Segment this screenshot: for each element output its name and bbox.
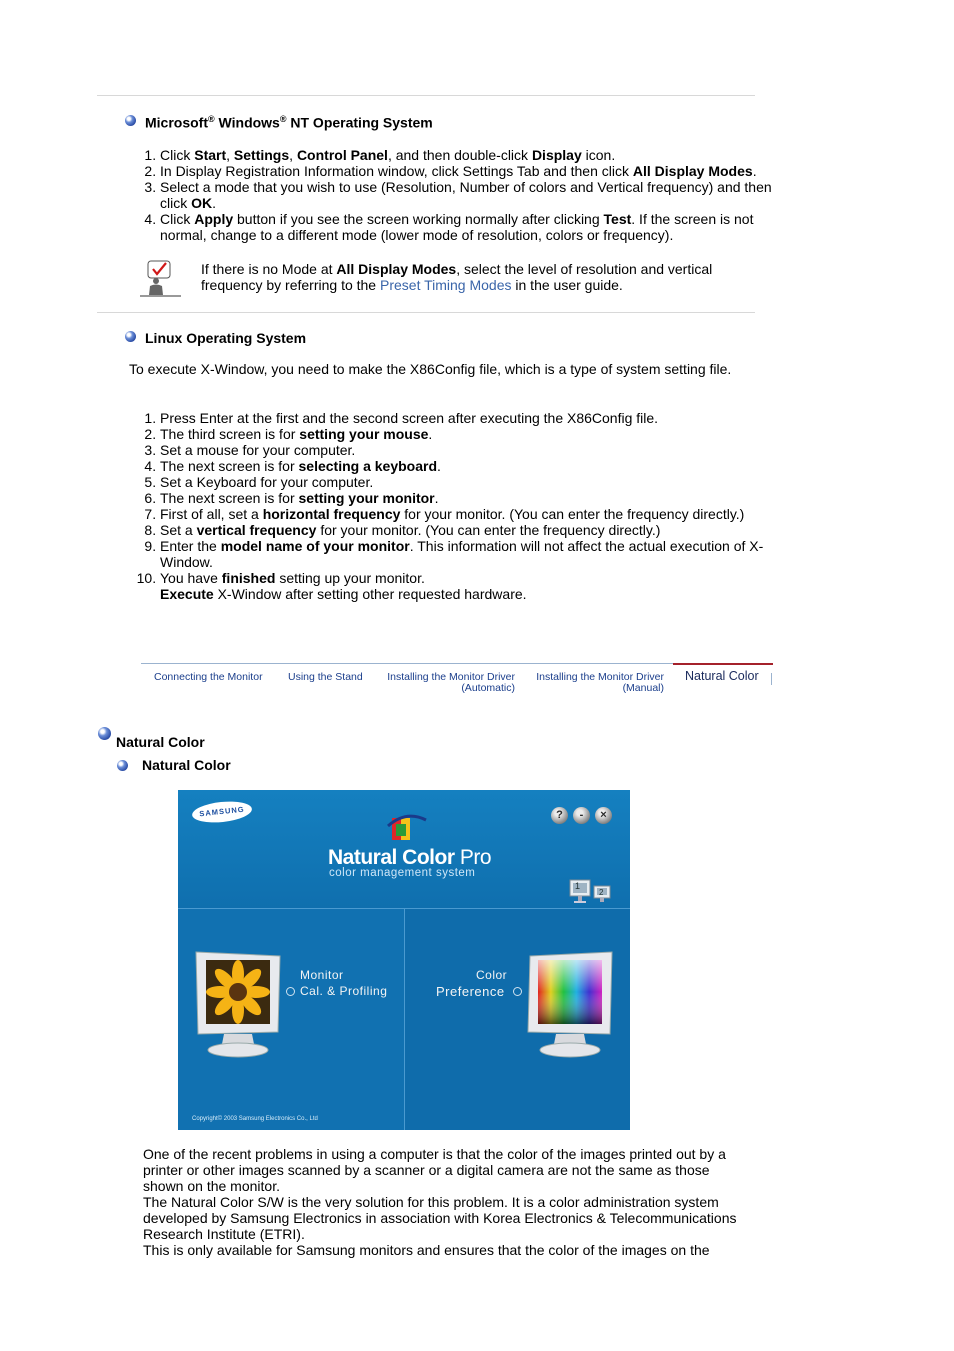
bullet-icon <box>125 331 136 342</box>
natural-color-pro-screenshot <box>178 790 630 1130</box>
list-item: 4. Click Apply button if you see the screen working normally after clicking Test. If the screen is not normal, change to a different mode (lower mode of resolution, colors or frequency). <box>160 211 780 243</box>
section-nav <box>141 663 773 695</box>
list-item: 2. The third screen is for setting your mouse. <box>160 426 780 442</box>
option-radio-icon[interactable] <box>286 987 295 996</box>
divider-top <box>97 95 755 96</box>
paragraph: The Natural Color S/W is the very solution for this problem. It is a color administration system developed by Samsung Electronics in association with Korea Electronics & Telecommunications Research Institute (ETRI). <box>143 1194 737 1242</box>
screenshot-divider-v <box>404 909 405 1130</box>
paragraph: This is only available for Samsung monitors and ensures that the color of the images on the <box>143 1242 710 1258</box>
monitor-sunflower-icon <box>190 948 286 1060</box>
monitor-cal-label-1: Monitor <box>300 968 344 982</box>
tab-natural-color[interactable]: Natural Color <box>685 669 759 683</box>
list-item: 6. The next screen is for setting your monitor. <box>160 490 780 506</box>
app-subtitle: color management system <box>329 867 476 879</box>
close-icon[interactable]: × <box>595 807 612 824</box>
linux-intro: To execute X-Window, you need to make the X86Config file, which is a type of system setting file. <box>129 361 732 377</box>
list-item: 3. Select a mode that you wish to use (Resolution, Number of colors and Vertical frequency) and then click OK. <box>160 179 780 211</box>
app-title: Natural Color Pro <box>328 846 492 869</box>
list-item: 1. Click Start, Settings, Control Panel, and then double-click Display icon. <box>160 147 780 163</box>
monitor-color-chart-icon <box>522 948 618 1060</box>
divider-middle <box>97 312 755 313</box>
color-pref-label-2: Preference <box>436 984 505 999</box>
bullet-icon <box>125 115 136 126</box>
list-item: 7. First of all, set a horizontal frequency for your monitor. (You can enter the frequency directly.) <box>160 506 780 522</box>
list-item: 1. Press Enter at the first and the second screen after executing the X86Config file. <box>160 410 780 426</box>
list-item: 3. Set a mouse for your computer. <box>160 442 780 458</box>
tab-connecting-the-monitor[interactable]: Connecting the Monitor <box>154 671 263 683</box>
list-item: 4. The next screen is for selecting a keyboard. <box>160 458 780 474</box>
list-item: 8. Set a vertical frequency for your monitor. (You can enter the frequency directly.) <box>160 522 780 538</box>
natural-color-subheading: Natural Color <box>142 757 231 773</box>
monitor-cal-label-2: Cal. & Profiling <box>300 984 388 998</box>
tab-installing-driver-automatic[interactable]: Installing the Monitor Driver (Automatic) <box>387 671 515 694</box>
option-radio-icon[interactable] <box>513 987 522 996</box>
tab-installing-driver-manual[interactable]: Installing the Monitor Driver (Manual) <box>536 671 664 694</box>
natural-color-description <box>143 1146 751 1258</box>
preset-timing-modes-link[interactable]: Preset Timing Modes <box>380 277 512 293</box>
linux-heading: Linux Operating System <box>145 330 307 346</box>
bullet-icon <box>117 760 128 771</box>
monitor-1-label: 1 <box>575 881 581 891</box>
list-item: 10. You have finished setting up your monitor. Execute X-Window after setting other requested hardware. <box>160 570 780 602</box>
note-icon <box>138 259 182 297</box>
screenshot-copyright: Copyright© 2003 Samsung Electronics Co., Ltd <box>192 1116 318 1122</box>
windows-nt-steps <box>129 147 780 243</box>
paragraph: One of the recent problems in using a computer is that the color of the images printed out by a printer or other images scanned by a scanner or a digital camera are not the same as those shown on the monitor. <box>143 1146 726 1194</box>
natural-color-logo-icon <box>386 812 428 844</box>
color-pref-label-1: Color <box>476 968 508 982</box>
list-item: 9. Enter the model name of your monitor. This information will not affect the actual execution of X-Window. <box>160 538 780 570</box>
windows-nt-heading: Microsoft® Windows® NT Operating System <box>145 114 433 131</box>
list-item: 5. Set a Keyboard for your computer. <box>160 474 780 490</box>
help-icon[interactable]: ? <box>551 807 568 824</box>
bullet-icon <box>98 727 111 740</box>
minimize-icon[interactable]: - <box>573 807 590 824</box>
nav-active-indicator <box>673 663 773 665</box>
nav-separator <box>771 673 772 685</box>
monitor-2-label: 2 <box>599 888 604 897</box>
note-text: If there is no Mode at All Display Modes, select the level of resolution and vertical frequency by referring to the Preset Timing Modes in the user guide. <box>201 261 713 293</box>
linux-steps <box>129 410 780 602</box>
natural-color-heading: Natural Color <box>116 734 205 750</box>
list-item: 2. In Display Registration Information window, click Settings Tab and then click All Display Modes. <box>160 163 780 179</box>
nav-topline <box>141 663 673 664</box>
samsung-logo: SAMSUNG <box>191 799 253 825</box>
tab-using-the-stand[interactable]: Using the Stand <box>288 671 363 683</box>
